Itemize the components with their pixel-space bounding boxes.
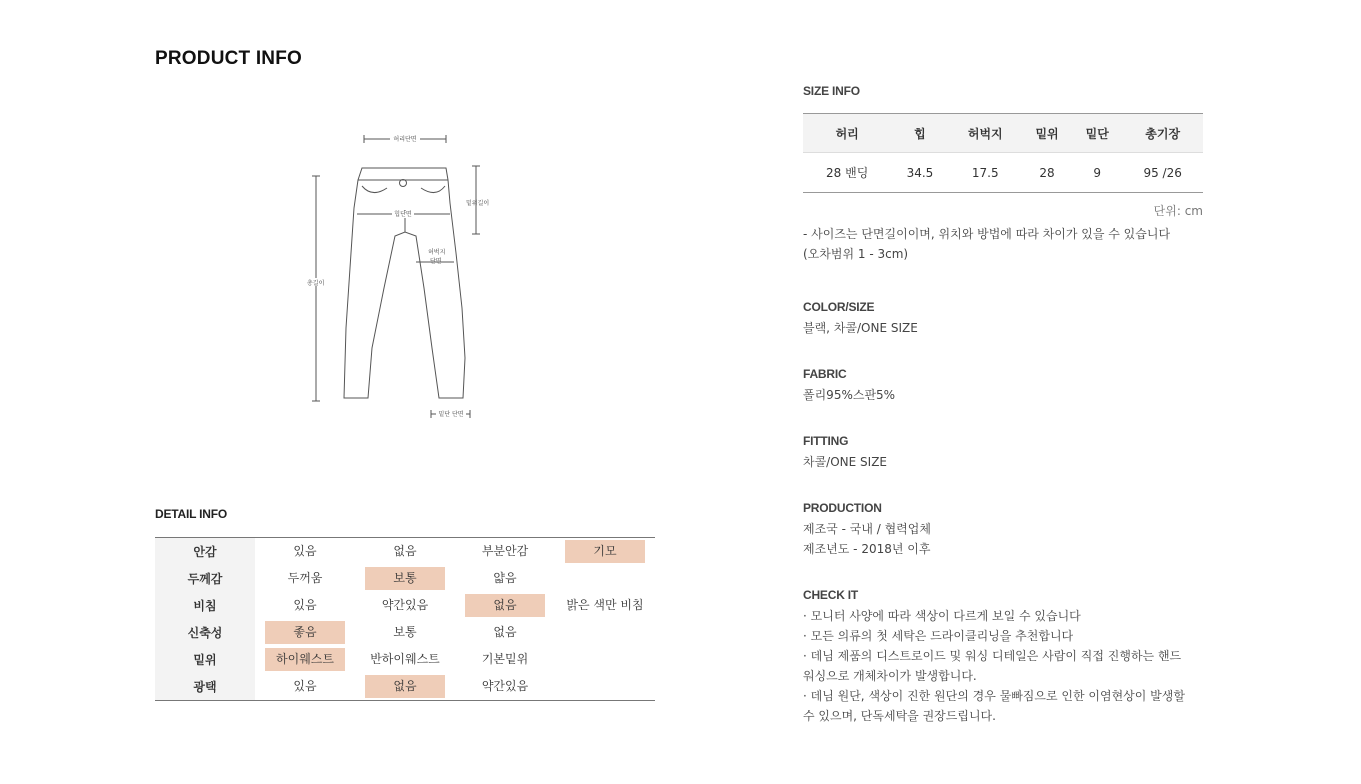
check-it-line-5: · 데님 원단, 색상이 진한 원단의 경우 물빠짐으로 인한 이염현상이 발생할 — [803, 689, 1185, 703]
rise-label: 밑위길이 — [466, 200, 490, 207]
fabric-value: 폴리95%스판5% — [803, 388, 896, 402]
detail-option-cell — [355, 673, 455, 701]
detail-option-cell — [355, 538, 455, 566]
detail-option-selected: 없음 — [465, 594, 545, 617]
size-header-cell: 허리 — [803, 114, 891, 153]
detail-row-label: 안감 — [155, 538, 255, 566]
detail-option-selected: 하이웨스트 — [265, 648, 345, 671]
detail-option-selected: 보통 — [365, 567, 445, 590]
detail-option — [565, 647, 645, 670]
check-it-section — [803, 588, 1203, 726]
detail-option-cell — [255, 565, 355, 592]
size-header-cell: 밑위 — [1022, 114, 1072, 153]
size-info-title: SIZE INFO — [803, 84, 860, 98]
size-cell: 34.5 — [906, 165, 934, 180]
detail-option: 기본밑위 — [481, 652, 529, 666]
detail-option-cell — [355, 646, 455, 673]
hip-label: 힙단면 — [394, 211, 412, 218]
detail-row — [155, 538, 655, 566]
size-note — [803, 224, 1203, 264]
detail-row-label: 비침 — [155, 592, 255, 619]
detail-option-cell — [455, 646, 555, 673]
detail-option-cell — [555, 538, 655, 566]
detail-option: 밝은 색만 비침 — [566, 598, 644, 612]
size-note-line-2: (오차범위 1 - 3cm) — [803, 247, 909, 261]
size-header-cell: 허벅지 — [949, 114, 1022, 153]
size-table — [803, 113, 1203, 193]
check-it-line-2: · 모든 의류의 첫 세탁은 드라이클리닝을 추천합니다 — [803, 629, 1074, 643]
detail-option: 보통 — [393, 625, 417, 639]
waist-label: 허리단면 — [393, 136, 417, 143]
detail-option: 약간있음 — [381, 598, 429, 612]
size-header-cell: 힙 — [891, 114, 948, 153]
detail-option-cell — [455, 673, 555, 701]
check-it-line-3: · 데님 제품의 디스트로이드 및 워싱 디테일은 사람이 직접 진행하는 핸드 — [803, 649, 1182, 663]
detail-option-cell — [355, 619, 455, 646]
detail-option-cell — [255, 646, 355, 673]
detail-option-cell — [455, 565, 555, 592]
thigh-label-2: 단면 — [430, 258, 442, 265]
color-size-value: 블랙, 차콜/ONE SIZE — [803, 321, 918, 335]
check-it-line-1: · 모니터 사양에 따라 색상이 다르게 보일 수 있습니다 — [803, 609, 1081, 623]
detail-option: 있음 — [293, 544, 317, 558]
info-column — [803, 84, 1203, 726]
size-cell: 95 /26 — [1143, 165, 1182, 180]
size-cell: 17.5 — [971, 165, 999, 180]
detail-option — [565, 566, 645, 589]
size-cell: 9 — [1093, 165, 1102, 180]
detail-option-cell — [555, 673, 655, 701]
unit-label: 단위: cm — [1153, 204, 1203, 218]
detail-info-table — [155, 537, 655, 701]
detail-option-cell — [355, 565, 455, 592]
thigh-label-1: 허벅지 — [428, 249, 446, 256]
size-header-cell: 총기장 — [1122, 114, 1203, 153]
fabric-section — [803, 367, 1203, 405]
detail-option-cell — [555, 592, 655, 619]
detail-option-cell — [255, 673, 355, 701]
detail-row-label: 두께감 — [155, 565, 255, 592]
color-size-title: COLOR/SIZE — [803, 300, 875, 314]
detail-option: 없음 — [393, 544, 417, 558]
detail-option-selected: 기모 — [565, 540, 645, 563]
check-it-title: CHECK IT — [803, 588, 859, 602]
detail-row-label: 밑위 — [155, 646, 255, 673]
detail-option: 약간있음 — [481, 679, 529, 693]
detail-option-cell — [455, 592, 555, 619]
detail-row — [155, 619, 655, 646]
detail-option-cell — [555, 619, 655, 646]
detail-option: 있음 — [293, 598, 317, 612]
production-title: PRODUCTION — [803, 501, 882, 515]
detail-row-label: 광택 — [155, 673, 255, 701]
detail-option — [565, 674, 645, 697]
detail-option-cell — [255, 538, 355, 566]
detail-row — [155, 592, 655, 619]
detail-option — [565, 620, 645, 643]
detail-option: 있음 — [293, 679, 317, 693]
detail-option-cell — [255, 592, 355, 619]
check-it-line-4: 워싱으로 개체차이가 발생합니다. — [803, 669, 977, 683]
detail-option-selected: 좋음 — [265, 621, 345, 644]
size-note-line-1: - 사이즈는 단면길이이며, 위치와 방법에 따라 차이가 있을 수 있습니다 — [803, 227, 1171, 241]
detail-option-cell — [255, 619, 355, 646]
detail-row — [155, 565, 655, 592]
detail-option-selected: 없음 — [365, 675, 445, 698]
size-header-cell: 밑단 — [1072, 114, 1122, 153]
detail-option-cell — [455, 538, 555, 566]
fitting-section — [803, 434, 1203, 472]
color-size-section — [803, 300, 1203, 338]
detail-row — [155, 673, 655, 701]
detail-option: 부분안감 — [481, 544, 529, 558]
page-title: PRODUCT INFO — [155, 48, 303, 69]
fabric-title: FABRIC — [803, 367, 847, 381]
size-cell: 28 — [1039, 165, 1055, 180]
detail-option-cell — [355, 592, 455, 619]
detail-option-cell — [555, 646, 655, 673]
production-line-1: 제조국 - 국내 / 협력업체 — [803, 522, 931, 536]
pants-measurement-diagram — [300, 128, 510, 428]
detail-row-label: 신축성 — [155, 619, 255, 646]
detail-option: 두꺼움 — [287, 571, 323, 585]
detail-row — [155, 646, 655, 673]
detail-option: 얇음 — [493, 571, 517, 585]
detail-info-title: DETAIL INFO — [155, 507, 228, 521]
check-it-line-6: 수 있으며, 단독세탁을 권장드립니다. — [803, 709, 996, 723]
detail-option-cell — [555, 565, 655, 592]
detail-option: 반하이웨스트 — [370, 652, 440, 666]
fitting-value: 차콜/ONE SIZE — [803, 455, 888, 469]
detail-option: 없음 — [493, 625, 517, 639]
size-table-header — [803, 114, 1203, 153]
size-row — [803, 153, 1203, 193]
hem-label: 밑단 단면 — [438, 411, 464, 418]
production-section — [803, 501, 1203, 559]
fitting-title: FITTING — [803, 434, 849, 448]
detail-option-cell — [455, 619, 555, 646]
size-cell: 28 밴딩 — [826, 166, 869, 180]
length-label: 총길이 — [307, 280, 325, 287]
production-line-2: 제조년도 - 2018년 이후 — [803, 542, 931, 556]
